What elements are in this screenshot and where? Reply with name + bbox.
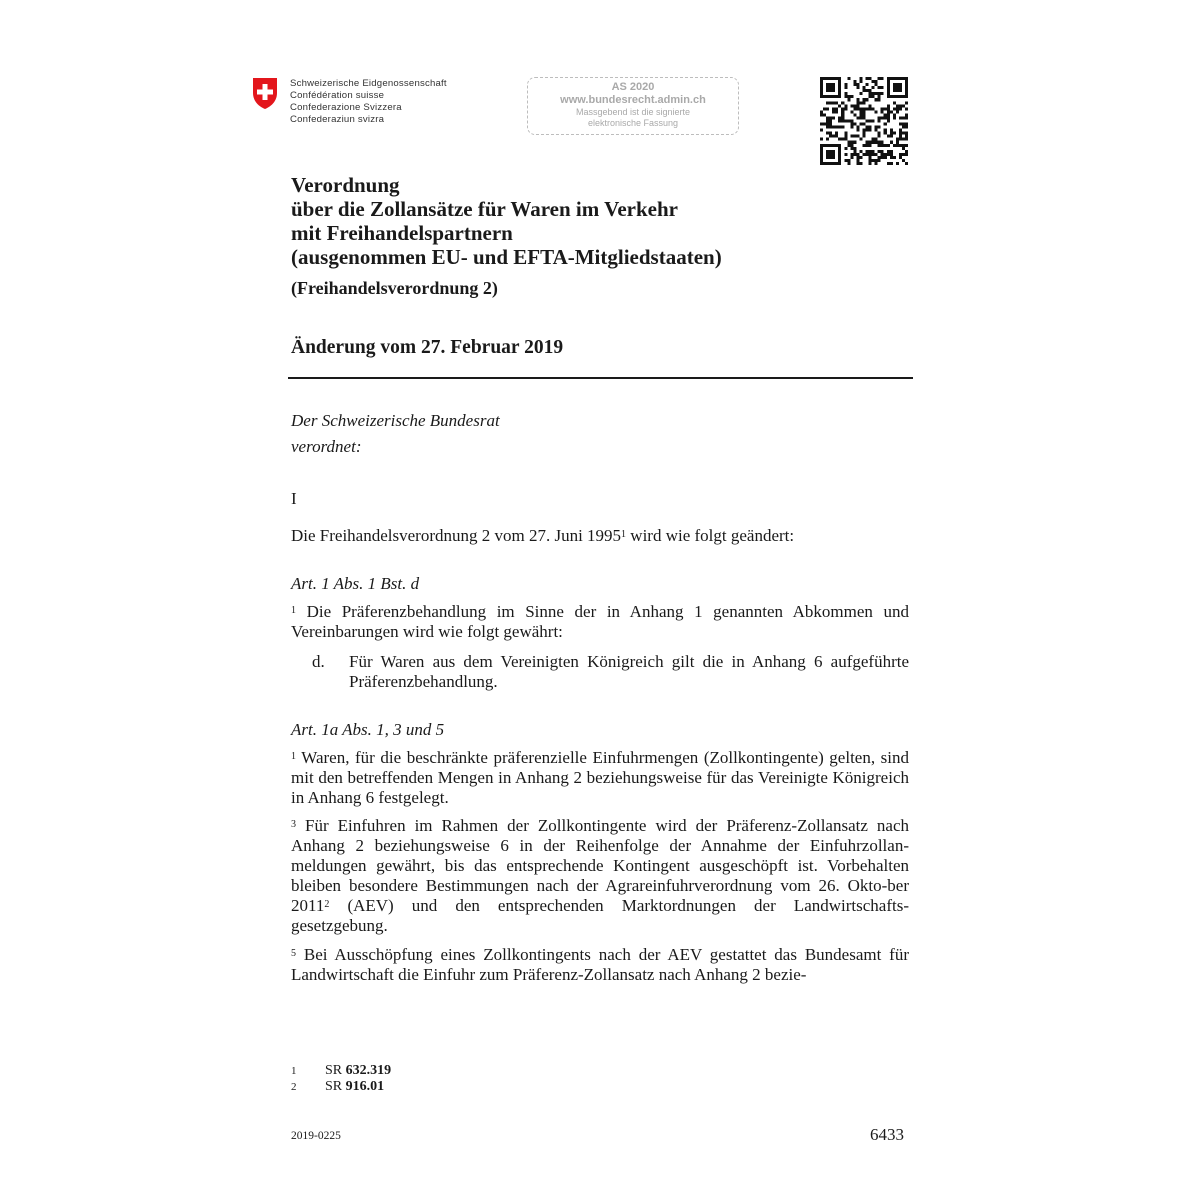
footnote [291,1063,391,1079]
intro-text: Die Freihandelsverordnung 2 vom 27. Juni 1995 [291,526,622,545]
paragraph-text: Bei Ausschöpfung eines Zollkontingents nach der AEV gestattet das Bundesamt für Landwirtschaft die Einfuhr zum Präferenz-Zollansatz nach Anhang 2 bezie- [291,945,909,984]
confederation-de: Schweizerische Eidgenossenschaft [290,78,447,89]
qr-code-icon [820,77,908,165]
paragraph [291,602,909,642]
footnote-ref: 2 [324,899,330,910]
footnote [291,1079,391,1095]
stamp-note-2: elektronische Fassung [587,118,679,128]
preamble-verb: verordnet: [291,437,362,456]
title-line: mit Freihandelspartnern [291,221,513,245]
paragraph [291,945,909,985]
confederation-rm: Confederaziun svizra [290,114,385,125]
footnote-prefix: SR [325,1063,346,1078]
list-item-label: d. [312,652,325,671]
short-title: (Freihandelsverordnung 2) [291,278,498,298]
section-number: I [291,489,297,508]
article-heading: Art. 1 Abs. 1 Bst. d [291,574,420,593]
footnote-prefix: SR [325,1079,346,1094]
document-code: 2019-0225 [291,1130,341,1142]
preamble [291,408,500,460]
article-heading: Art. 1a Abs. 1, 3 und 5 [291,720,445,739]
title-line: über die Zollansätze für Waren im Verkehr [291,197,678,221]
footnote-number: 2 [291,1081,297,1093]
official-publication-stamp [527,77,739,135]
swiss-coat-of-arms-icon [252,77,278,110]
paragraph-number: 5 [291,948,296,959]
intro-paragraph [291,526,794,546]
page-number: 6433 [870,1125,904,1144]
footnote-reference: 916.01 [345,1079,385,1094]
title-line: Verordnung [291,173,400,197]
paragraph-number: 1 [291,605,296,616]
paragraph [291,816,909,936]
amendment-date: Änderung vom 27. Februar 2019 [291,337,564,358]
confederation-name [290,78,447,126]
paragraph-text: Die Präferenzbehandlung im Sinne der in Anhang 1 genannten Abkommen und Vereinbarungen wird wie folgt gewährt: [291,602,909,641]
stamp-collection: AS 2020 [611,81,655,93]
document-title [291,173,722,269]
title-line: (ausgenommen EU- und EFTA-Mitgliedstaaten) [291,245,722,269]
stamp-url: www.bundesrecht.admin.ch [560,94,706,106]
paragraph-text: Für Einfuhren im Rahmen der Zollkontingente wird der Präferenz-Zollansatz nach Anhang 2 beziehungsweise 6 in der Reihenfolge der Annahme der Einfuhrzollan-meldungen gewährt, bis das entsprechende Kontingent ausgeschöpft ist. Vorbehalten bleiben besondere Bestimmungen nach der Agrareinfuhrverordnung vom 26. Okto-ber 2011 [291,816,909,915]
stamp-note-1: Massgebend ist die signierte [575,107,691,117]
footnote-reference: 632.319 [345,1063,392,1078]
preamble-authority: Der Schweizerische Bundesrat [291,411,500,430]
list-item-text: Für Waren aus dem Vereinigten Königreich gilt die in Anhang 6 aufgeführte Präferenzbehandlung. [349,652,909,691]
paragraph-number: 3 [291,819,296,830]
footnote-ref: 1 [621,529,627,540]
paragraph-text: Waren, für die beschränkte präferenzielle Einfuhrmengen (Zollkontingente) gelten, sind mit den betreffenden Mengen in Anhang 2 beziehungsweise für das Vereinigte Königreich in Anhang 6 festgelegt. [291,748,909,807]
paragraph-number: 1 [291,751,296,762]
footnote-number: 1 [291,1065,297,1077]
confederation-it: Confederazione Svizzera [290,102,402,113]
confederation-fr: Confédération suisse [290,90,385,101]
paragraph-text-end: (AEV) und den entsprechenden Marktordnungen der Landwirtschafts-gesetzgebung. [291,896,909,935]
footnotes [291,1063,391,1095]
title-divider [288,377,913,379]
intro-text-end: wird wie folgt geändert: [626,526,795,545]
paragraph [291,748,909,808]
